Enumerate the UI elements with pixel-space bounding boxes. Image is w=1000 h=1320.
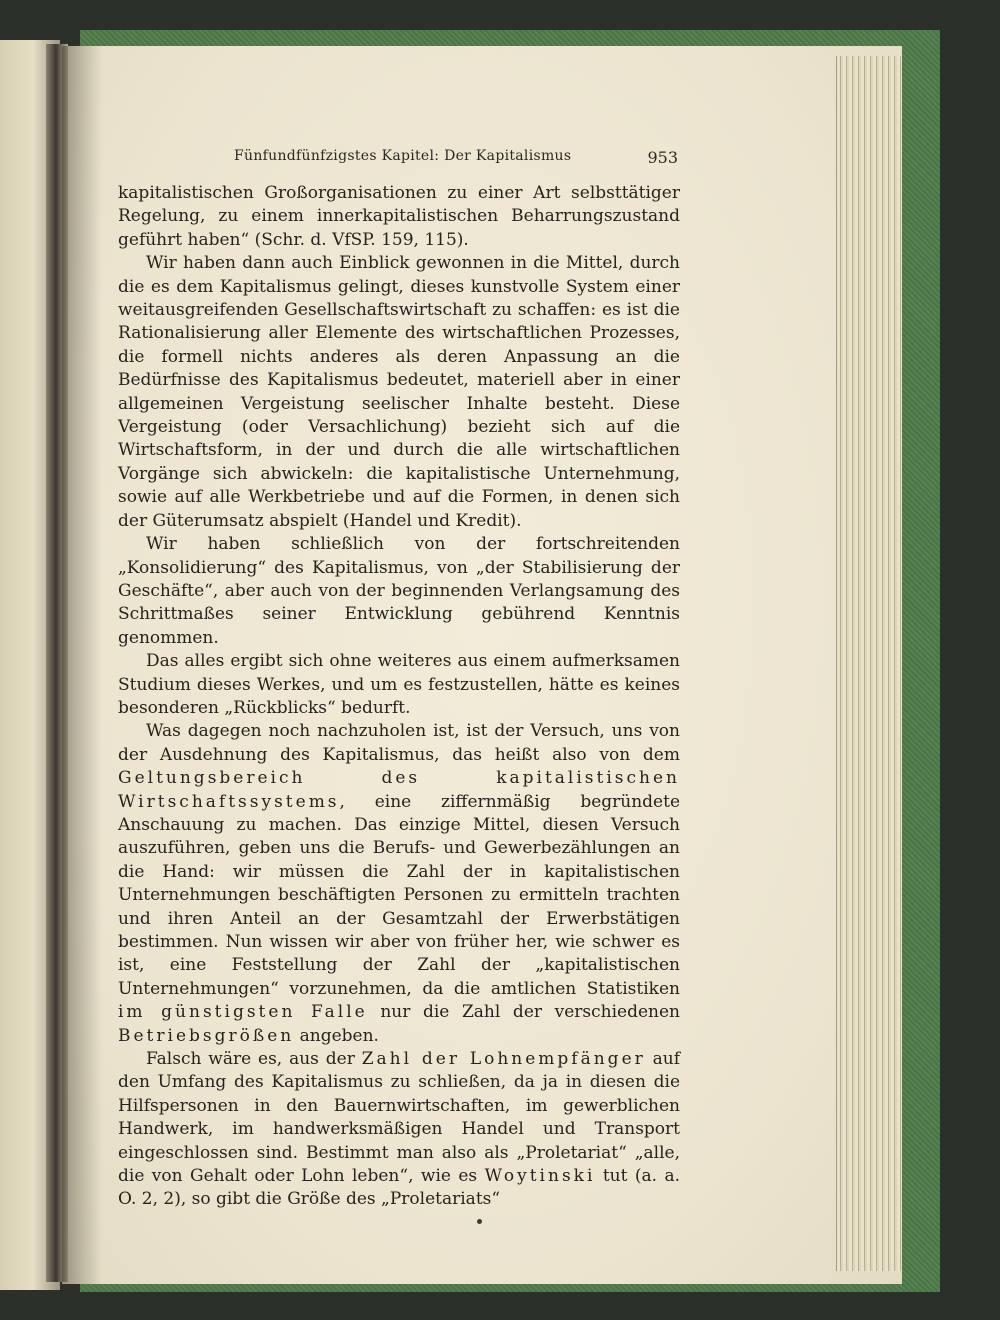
paragraph xyxy=(118,1048,680,1212)
page-number: 953 xyxy=(647,148,678,167)
paragraph xyxy=(118,252,680,533)
spaced-emphasis: im günstigsten Falle xyxy=(118,1002,368,1023)
text-run: Wir haben schließlich von der fortschreitenden „Konsolidierung“ des Kapitalismus, von „der Stabilisierung der Geschäfte“, aber auch von der beginnenden Verlangsamung des Schrittmaßes seiner Entwicklung gebührend Kenntnis genommen. xyxy=(118,534,680,648)
running-head xyxy=(118,148,680,168)
text-run: kapitalistischen Großorganisationen zu einer Art selbsttätiger Regelung, zu einem innerkapitalistischen Beharrungszustand geführt haben“ (Schr. d. VfSP. 159, 115). xyxy=(118,183,680,250)
text-run: auf den Umfang des Kapitalismus zu schließen, da ja in diesen die Hilfspersonen in den Bauernwirtschaften, im gewerblichen Handwerk, im handwerksmäßigen Handel und Transport eingeschlossen sind. Bestimmt man also als „Proletariat“ „alle, die von Gehalt oder Lohn leben“, wie es xyxy=(118,1049,681,1187)
text-run: , eine ziffernmäßig begründete Anschauung zu machen. Das einzige Mittel, diesen Versuch auszuführen, geben uns die Berufs- und Gewerbezählungen an die Hand: wir müssen die Zahl der in kapitalistischen Unternehmungen beschäftigten Personen zu ermitteln trachten und ihren Anteil an der Gesamtzahl der Erwerbstätigen bestimmen. Nun wissen wir aber von früher her, wie schwer es ist, eine Feststellung der Zahl der „kapitalistischen Unternehmungen“ vorzunehmen, da die amtlichen Statistiken xyxy=(118,791,680,999)
text-run: tut (a. a. O. 2, 2), so gibt die Größe des „Proletariats“ xyxy=(118,1166,680,1210)
spaced-emphasis: Geltungsbereich des kapitalistischen Wirtschaftssystems xyxy=(118,768,680,812)
text-run: Falsch wäre es, aus der xyxy=(146,1049,362,1070)
page-stack-edges xyxy=(836,56,901,1271)
gutter-shadow xyxy=(62,46,102,1284)
ink-speck xyxy=(477,1219,482,1224)
spaced-emphasis: Betriebsgrößen xyxy=(118,1025,295,1046)
spaced-emphasis: Zahl der Lohnempfänger xyxy=(361,1049,646,1070)
paragraph xyxy=(118,533,680,650)
spaced-emphasis: Woytinski xyxy=(484,1166,596,1187)
text-run: Was dagegen noch nachzuholen ist, ist der Versuch, uns von der Ausdehnung des Kapitalismus, das heißt also von dem xyxy=(118,721,680,765)
paragraph xyxy=(118,650,680,720)
paragraph xyxy=(118,720,680,1048)
text-run: angeben. xyxy=(294,1025,379,1046)
text-run: Wir haben dann auch Einblick gewonnen in die Mittel, durch die es dem Kapitalismus gelingt, dieses kunstvolle System einer weitausgreifenden Gesellschaftswirtschaft zu schaffen: es ist die Rationalisierung aller Elemente des wirtschaftlichen Prozesses, die formell nichts anderes als deren Anpassung an die Bedürfnisse des Kapitalismus bedeutet, materiell aber in einer allgemeinen Vergeistung seelischer Inhalte besteht. Diese Vergeistung (oder Versachlichung) bezieht sich auf die Wirtschaftsform, in der und durch die alle wirtschaftlichen Vorgänge sich abwickeln: die kapitalistische Unternehmung, sowie auf alle Werkbetriebe und auf die Formen, in denen sich der Güterumsatz abspielt (Handel und Kredit). xyxy=(118,253,680,531)
paragraph xyxy=(118,182,680,252)
text-run: nur die Zahl der verschiedenen xyxy=(367,1002,681,1023)
body-text xyxy=(118,182,680,1212)
chapter-title: Fünfundfünfzigstes Kapitel: Der Kapitalismus xyxy=(234,148,572,164)
text-run: Das alles ergibt sich ohne weiteres aus einem aufmerksamen Studium dieses Werkes, und um es festzustellen, hätte es keines besonderen „Rückblicks“ bedurft. xyxy=(118,651,680,718)
